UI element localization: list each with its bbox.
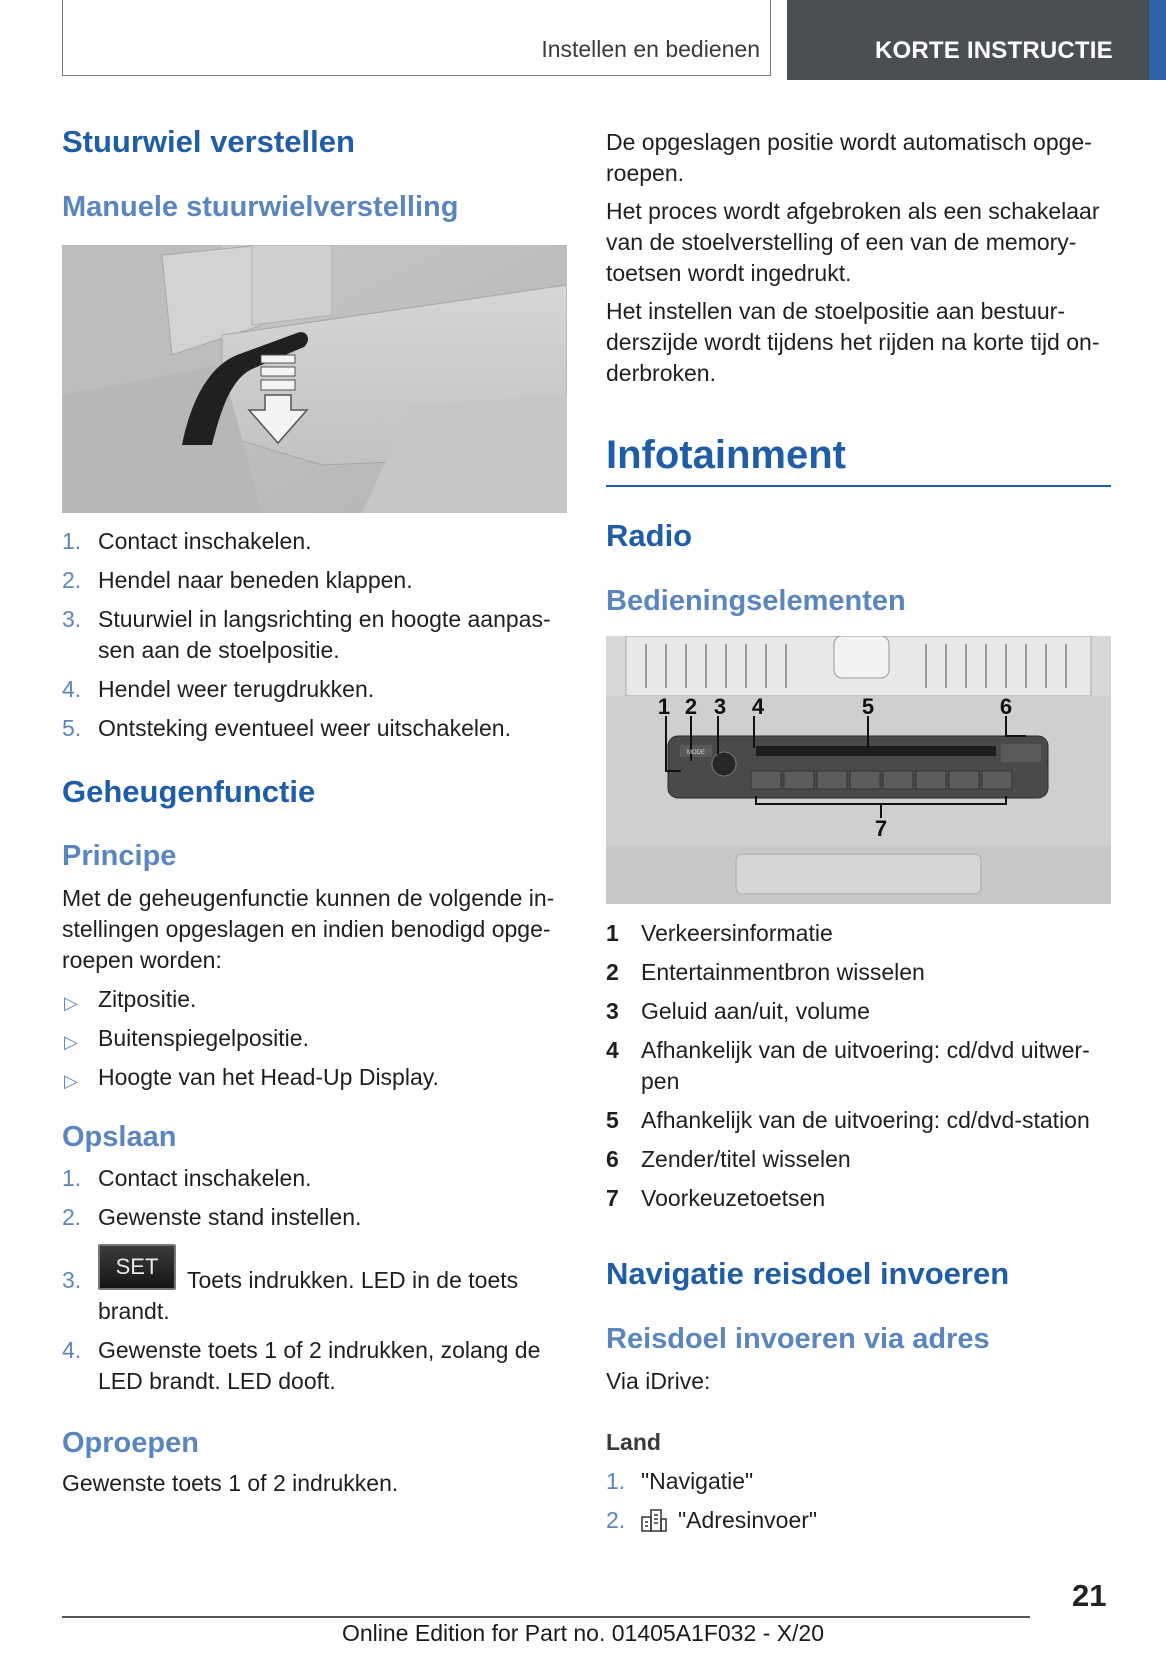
- footer-edition: Online Edition for Part no. 01405A1F032 - X/20: [341, 1620, 825, 1646]
- list-item-text: brandt.: [98, 1298, 170, 1324]
- radio-label-4: 4: [751, 694, 765, 719]
- steering-lever-illustration: [62, 245, 567, 513]
- list-number: 1.: [62, 1165, 82, 1191]
- radio-label-3: 3: [713, 694, 727, 719]
- bullet-item: Hoogte van het Head-Up Display.: [98, 1064, 439, 1090]
- item-number: 3: [606, 998, 619, 1024]
- list-item-text: Contact inschakelen.: [98, 528, 312, 554]
- footer-divider: [62, 1616, 1030, 1618]
- list-item-text: Afhankelijk van de uitvoering: cd/dvd-station: [641, 1107, 1090, 1133]
- bullet-icon: ▷: [64, 1032, 78, 1052]
- heading-memory: Geheugenfunctie: [62, 774, 316, 809]
- item-number: 2: [606, 959, 619, 985]
- radio-label-6: 6: [999, 694, 1013, 719]
- header-chapter-label: KORTE INSTRUCTIE: [875, 37, 1113, 64]
- item-number: 7: [606, 1185, 619, 1211]
- item-number: 4: [606, 1037, 619, 1063]
- intro-paragraph: Het instellen van de stoelpositie aan bestuur- derszijde wordt tijdens het rijden na korte tijd on- derbroken.: [606, 298, 1100, 386]
- list-number: 2.: [62, 1204, 82, 1230]
- header-accent-bar: [1149, 0, 1166, 80]
- heading-infotainment: Infotainment: [606, 433, 846, 477]
- list-item-text: Entertainmentbron wisselen: [641, 959, 925, 985]
- list-item-text: Gewenste stand instellen.: [98, 1204, 362, 1230]
- list-item-text: Hendel naar beneden klappen.: [98, 567, 413, 593]
- list-number: 4.: [62, 1337, 82, 1363]
- list-number: 3.: [62, 606, 82, 632]
- radio-label-5: 5: [861, 694, 875, 719]
- list-item-text: Geluid aan/uit, volume: [641, 998, 870, 1024]
- list-item-text: Afhankelijk van de uitvoering: cd/dvd uitwer-: [641, 1037, 1090, 1063]
- radio-mode-label: MODE: [687, 750, 705, 756]
- radio-label-1: 1: [657, 694, 671, 719]
- list-item-text: LED brandt. LED dooft.: [98, 1368, 336, 1394]
- heading-navigation: Navigatie reisdoel invoeren: [606, 1256, 1010, 1291]
- list-item-text: Toets indrukken. LED in de toets: [187, 1267, 519, 1293]
- list-item-text: Ontsteking eventueel weer uitschakelen.: [98, 715, 511, 741]
- list-item-text: sen aan de stoelpositie.: [98, 637, 340, 663]
- heading-controls: Bedieningselementen: [606, 585, 906, 617]
- heading-underline: [606, 485, 1111, 487]
- land-subheading: Land: [606, 1429, 661, 1455]
- recall-text: Gewenste toets 1 of 2 indrukken.: [62, 1470, 399, 1496]
- item-number: 5: [606, 1107, 619, 1133]
- item-number: 6: [606, 1146, 619, 1172]
- set-key-icon: SET: [98, 1244, 176, 1290]
- list-item-text: Verkeersinformatie: [641, 920, 833, 946]
- heading-recall: Oproepen: [62, 1427, 199, 1459]
- heading-radio: Radio: [606, 518, 693, 553]
- list-item-text: Voorkeuzetoetsen: [641, 1185, 826, 1211]
- list-item-text: Contact inschakelen.: [98, 1165, 312, 1191]
- bullet-icon: ▷: [64, 993, 78, 1013]
- list-item: 1.: [62, 528, 82, 554]
- list-number: 2.: [606, 1507, 626, 1533]
- list-number: 5.: [62, 715, 82, 741]
- list-item-text: Hendel weer terugdrukken.: [98, 676, 375, 702]
- page-number: 21: [1072, 1578, 1107, 1613]
- bullet-icon: ▷: [64, 1071, 78, 1091]
- header-section-title: Instellen en bedienen: [541, 36, 760, 62]
- intro-paragraph: De opgeslagen positie wordt automatisch opge- roepen.: [606, 129, 1092, 186]
- bullet-item: Buitenspiegelpositie.: [98, 1025, 309, 1051]
- item-number: 1: [606, 920, 619, 946]
- bullet-item: Zitpositie.: [98, 986, 197, 1012]
- heading-save: Opslaan: [62, 1121, 177, 1153]
- intro-paragraph: Het proces wordt afgebroken als een schakelaar van de stoelverstelling of een van de memory- toetsen wordt ingedrukt.: [606, 198, 1100, 286]
- list-item-text: pen: [641, 1068, 680, 1094]
- list-number: 3.: [62, 1267, 82, 1293]
- list-number: 1.: [606, 1468, 626, 1494]
- via-idrive-text: Via iDrive:: [606, 1368, 711, 1394]
- heading-steering: Stuurwiel verstellen: [62, 124, 355, 159]
- list-number: 2.: [62, 567, 82, 593]
- list-item-text: Gewenste toets 1 of 2 indrukken, zolang de: [98, 1337, 541, 1363]
- heading-principle: Principe: [62, 840, 177, 872]
- heading-manual-steering: Manuele stuurwielverstelling: [62, 191, 459, 223]
- radio-label-7: 7: [874, 816, 888, 841]
- list-item-text: "Navigatie": [641, 1468, 754, 1494]
- heading-address: Reisdoel invoeren via adres: [606, 1323, 990, 1355]
- list-number: 4.: [62, 676, 82, 702]
- radio-label-2: 2: [684, 694, 698, 719]
- list-item-text: Zender/titel wisselen: [641, 1146, 851, 1172]
- address-entry-icon: [640, 1507, 668, 1533]
- principle-text: Met de geheugenfunctie kunnen de volgende in- stellingen opgeslagen en indien benodigd opge- roepen worden:: [62, 885, 555, 973]
- radio-controls-illustration: [606, 636, 1111, 904]
- list-item-text: "Adresinvoer": [678, 1507, 818, 1533]
- header-chapter-tab: [787, 0, 1149, 80]
- list-item-text: Stuurwiel in langsrichting en hoogte aanpas-: [98, 606, 551, 632]
